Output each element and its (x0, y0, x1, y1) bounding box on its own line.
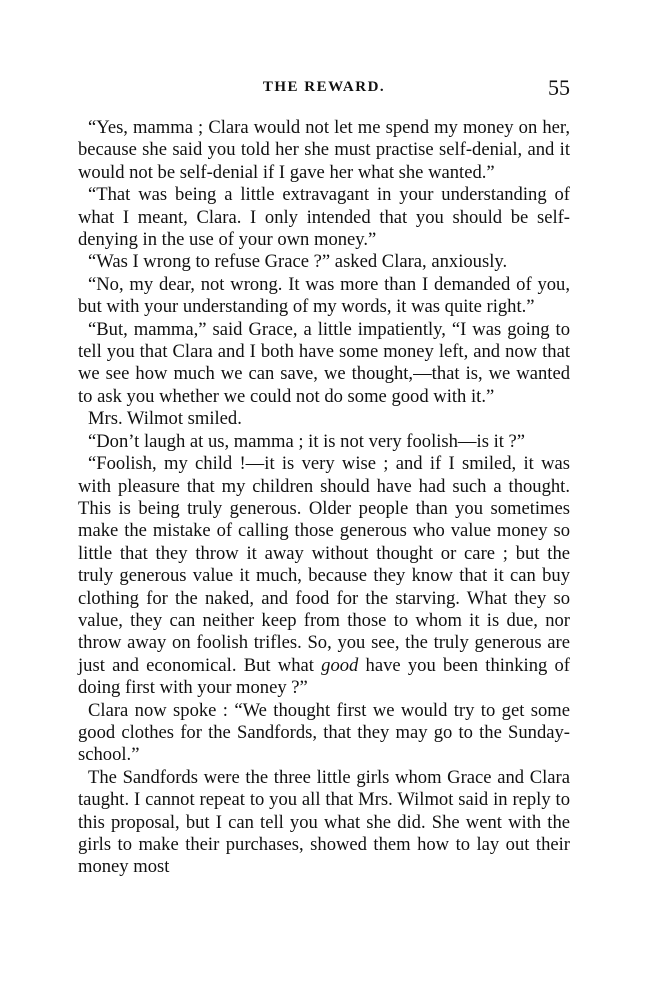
paragraph: The Sandfords were the three little girls whom Grace and Clara taught. I cannot repeat to you all that Mrs. Wilmot said in reply to this proposal, but I can tell you what she did. She went with the girls to make their purchases, showed them how to lay out their money most (78, 766, 570, 878)
paragraph-text: have you been thinking of doing first with your money ?” (78, 654, 570, 699)
paragraph: “Was I wrong to refuse Grace ?” asked Clara, anxiously. (88, 251, 508, 273)
italic-word: good (321, 654, 359, 676)
paragraph: “Don’t laugh at us, mamma ; it is not very foolish—is it ?” (88, 430, 526, 452)
paragraph: Mrs. Wilmot smiled. (88, 408, 242, 430)
paragraph: Clara now spoke : “We thought first we would try to get some good clothes for the Sandfords, that they may go to the Sunday-school.” (78, 699, 570, 766)
paragraph: “But, mamma,” said Grace, a little impatiently, “I was going to tell you that Clara and I both have some money left, and now that we see how much we can save, we thought,—that is, we wanted to ask you whether we could not do some good with it.” (78, 318, 570, 407)
paragraph-text: “Foolish, my child !—it is very wise ; and if I smiled, it was with pleasure that my children should have had such a thought. This is being truly generous. Older people than you sometimes make the mistake of calling those generous who value money so little that they throw it away without thought or care ; but the truly generous value it much, because they know that it can buy clothing for the naked, and food for the starving. What they so value, they can neither keep from those to whom it is due, nor throw away on foolish trifles. So, you see, the truly generous are just and economical. But what (78, 453, 570, 676)
running-head (78, 75, 570, 101)
page-number: 55 (548, 75, 570, 100)
body-text (78, 117, 570, 879)
paragraph: “That was being a little extravagant in your understanding of what I meant, Clara. I only intended that you should be self-denying in the use of your own money.” (78, 184, 570, 251)
chapter-title: THE REWARD. (262, 79, 386, 95)
paragraph: “Yes, mamma ; Clara would not let me spend my money on her, because she said you told her she must practise self-denial, and it would not be self-denial if I gave her what she wanted.” (78, 117, 570, 183)
paragraph: “No, my dear, not wrong. It was more than I demanded of you, but with your understanding of my words, it was quite right.” (78, 273, 570, 318)
paragraph-foolish (78, 453, 570, 699)
